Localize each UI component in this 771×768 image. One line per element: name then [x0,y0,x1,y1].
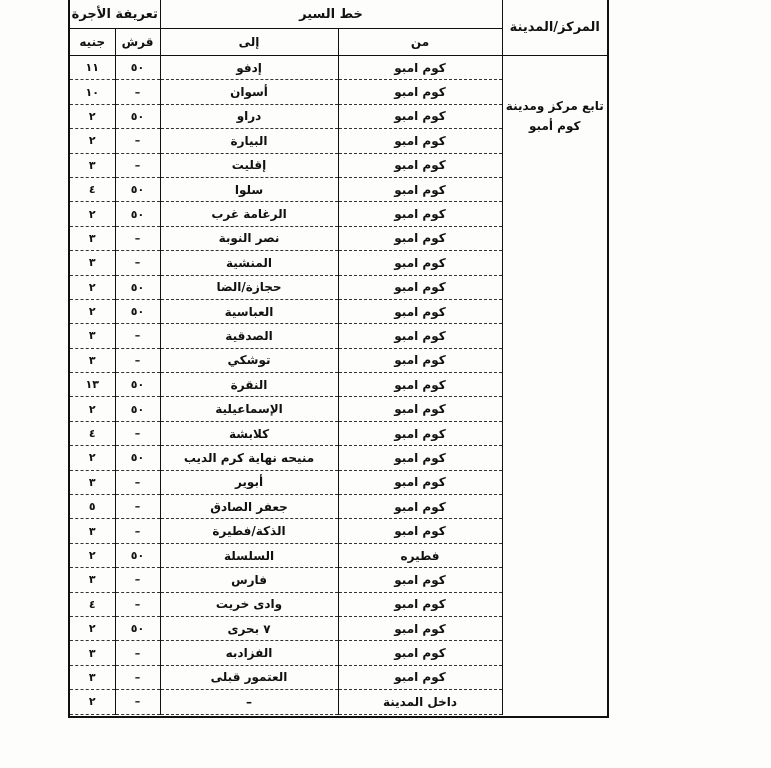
to-cell: أسوان [160,80,338,104]
to-cell: العتمور قبلى [160,665,338,689]
pound-cell: ٣ [70,251,115,275]
to-cell: ٧ بحرى [160,616,338,640]
pound-cell: ٣ [70,641,115,665]
qirsh-cell: ٥٠ [115,177,160,201]
to-cell: الرغامة غرب [160,202,338,226]
pound-cell: ٣ [70,568,115,592]
qirsh-cell: – [115,226,160,250]
pound-cell: ٣ [70,519,115,543]
qirsh-cell: ٥٠ [115,104,160,128]
from-cell: كوم امبو [338,348,502,372]
qirsh-cell: ٥٠ [115,202,160,226]
to-cell: دراو [160,104,338,128]
from-cell: كوم امبو [338,129,502,153]
from-cell: كوم امبو [338,568,502,592]
from-cell: كوم امبو [338,226,502,250]
qirsh-cell: – [115,153,160,177]
pound-cell: ١٠ [70,80,115,104]
from-cell: كوم امبو [338,397,502,421]
from-cell: داخل المدينة [338,690,502,714]
to-cell: نصر النوبة [160,226,338,250]
qirsh-cell: – [115,568,160,592]
to-cell: حجازة/الضا [160,275,338,299]
from-cell: كوم امبو [338,665,502,689]
pound-cell: ٥ [70,495,115,519]
pound-cell: ٣ [70,153,115,177]
pound-cell: ٣ [70,348,115,372]
from-cell: كوم امبو [338,251,502,275]
to-cell: – [160,690,338,714]
qirsh-cell: ٥٠ [115,543,160,567]
to-cell: سلوا [160,177,338,201]
to-cell: الإسماعيلية [160,397,338,421]
from-cell: كوم امبو [338,153,502,177]
to-cell: النقرة [160,373,338,397]
qirsh-cell: ٥٠ [115,446,160,470]
to-cell: أبوير [160,470,338,494]
pound-cell: ٢ [70,299,115,323]
region-header: المركز/المدينة [502,0,607,56]
from-cell: كوم امبو [338,446,502,470]
from-cell: فطيره [338,543,502,567]
from-cell: كوم امبو [338,519,502,543]
qirsh-cell: ٥٠ [115,397,160,421]
to-cell: وادى خريت [160,592,338,616]
qirsh-cell: – [115,470,160,494]
from-cell: كوم امبو [338,202,502,226]
qirsh-cell: – [115,421,160,445]
fare-header: تعريفة الأجرة [70,0,160,29]
fare-table [70,0,607,715]
qirsh-cell: – [115,129,160,153]
pound-cell: ١١ [70,56,115,80]
to-cell: المنشية [160,251,338,275]
qirsh-header: قرش [115,29,160,56]
from-cell: كوم امبو [338,80,502,104]
pound-cell: ٤ [70,592,115,616]
pound-cell: ٣ [70,470,115,494]
from-cell: كوم امبو [338,299,502,323]
pound-cell: ٢ [70,202,115,226]
to-cell: السلسلة [160,543,338,567]
qirsh-cell: ٥٠ [115,275,160,299]
to-cell: فارس [160,568,338,592]
pound-cell: ٢ [70,616,115,640]
to-cell: العباسية [160,299,338,323]
from-cell: كوم امبو [338,592,502,616]
qirsh-cell: – [115,519,160,543]
to-cell: الفزادبه [160,641,338,665]
fare-table-body [70,56,607,715]
to-cell: منيحه نهاية كرم الديب [160,446,338,470]
pound-cell: ١٣ [70,373,115,397]
pound-cell: ٤ [70,177,115,201]
pound-cell: ٢ [70,129,115,153]
route-header: خط السير [160,0,502,29]
pound-cell: ٢ [70,275,115,299]
qirsh-cell: – [115,80,160,104]
qirsh-cell: – [115,690,160,714]
to-cell: جعفر الصادق [160,495,338,519]
from-cell: كوم امبو [338,616,502,640]
table-row [70,56,607,80]
pound-cell: ٣ [70,665,115,689]
from-cell: كوم امبو [338,56,502,80]
qirsh-cell: ٥٠ [115,616,160,640]
from-header: من [338,29,502,56]
qirsh-cell: – [115,324,160,348]
pound-cell: ٢ [70,543,115,567]
to-cell: إقليت [160,153,338,177]
from-cell: كوم امبو [338,495,502,519]
from-cell: كوم امبو [338,275,502,299]
to-cell: توشكي [160,348,338,372]
region-name-cell: تابع مركز ومدينة كوم أمبو [502,56,607,715]
to-cell: الصدقية [160,324,338,348]
from-cell: كوم امبو [338,470,502,494]
qirsh-cell: – [115,251,160,275]
qirsh-cell: ٥٠ [115,299,160,323]
to-cell: البيارة [160,129,338,153]
qirsh-cell: – [115,495,160,519]
to-cell: إدفو [160,56,338,80]
pound-cell: ٢ [70,690,115,714]
from-cell: كوم امبو [338,104,502,128]
qirsh-cell: – [115,641,160,665]
qirsh-cell: – [115,665,160,689]
to-header: إلى [160,29,338,56]
qirsh-cell: – [115,592,160,616]
fare-table-sheet [68,0,609,718]
pound-cell: ٤ [70,421,115,445]
qirsh-cell: ٥٠ [115,56,160,80]
pound-cell: ٣ [70,226,115,250]
from-cell: كوم امبو [338,177,502,201]
pound-cell: ٢ [70,104,115,128]
from-cell: كوم امبو [338,641,502,665]
from-cell: كوم امبو [338,373,502,397]
pound-cell: ٢ [70,446,115,470]
pound-header: جنيه [70,29,115,56]
to-cell: كلابشة [160,421,338,445]
from-cell: كوم امبو [338,421,502,445]
from-cell: كوم امبو [338,324,502,348]
qirsh-cell: – [115,348,160,372]
qirsh-cell: ٥٠ [115,373,160,397]
to-cell: الذكة/فطيرة [160,519,338,543]
pound-cell: ٢ [70,397,115,421]
pound-cell: ٣ [70,324,115,348]
